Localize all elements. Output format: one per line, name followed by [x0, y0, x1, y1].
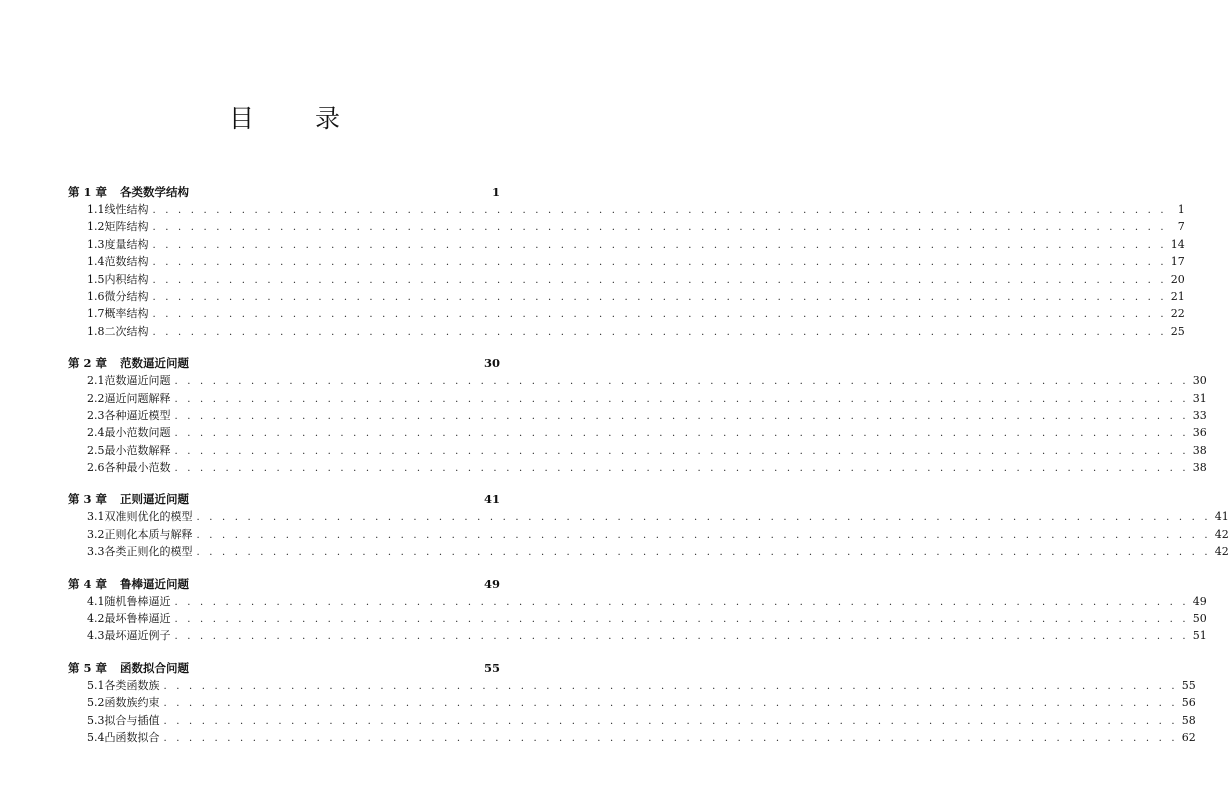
section-page-number: 25	[1170, 324, 1185, 338]
section-entry[interactable]	[68, 288, 1185, 305]
section-number: 1.3	[87, 237, 105, 251]
section-page-number: 49	[1192, 594, 1207, 608]
dot-leader: . . . . . . . . . . . . . . . . . . . . . . . . . . . . . . . . . . . . . . . . . . . . . . . . . . . . . . . . . . . . . . . . . . . . . . . . . . . . . . . .	[174, 410, 1189, 422]
section-title: 拟合与插值	[104, 713, 160, 727]
section-entry[interactable]	[68, 390, 1207, 407]
section-entry[interactable]	[68, 543, 1229, 560]
section-title: 内积结构	[104, 272, 149, 286]
section-page-number: 42	[1214, 545, 1229, 559]
chapter-entry[interactable]	[68, 490, 500, 508]
section-page-number: 1	[1177, 203, 1185, 216]
section-entry[interactable]	[68, 526, 1229, 543]
dot-leader: . . . . . . . . . . . . . . . . . . . . . . . . . . . . . . . . . . . . . . . . . . . . . . . . . . . . . . . . . . . . . . . . . . . . . . . . . . . . . . . .	[163, 680, 1178, 692]
section-number: 3.1	[87, 510, 105, 524]
chapter-entry[interactable]	[68, 575, 500, 593]
chapter-page-number: 55	[483, 660, 500, 675]
section-title: 各类正则化的模型	[104, 545, 193, 559]
section-number: 4.2	[87, 612, 105, 626]
section-title: 各类函数族	[104, 678, 160, 692]
section-number: 1.1	[87, 203, 105, 216]
section-page-number: 17	[1170, 255, 1185, 269]
chapter-title: 各类数学结构	[120, 185, 189, 199]
section-entry[interactable]	[68, 442, 1207, 459]
chapter-block	[68, 659, 1196, 747]
section-page-number: 41	[1214, 510, 1229, 524]
dot-leader: . . . . . . . . . . . . . . . . . . . . . . . . . . . . . . . . . . . . . . . . . . . . . . . . . . . . . . . . . . . . . . . . . . . . . . . . . . . . . . . .	[174, 596, 1189, 608]
dot-leader: . . . . . . . . . . . . . . . . . . . . . . . . . . . . . . . . . . . . . . . . . . . . . . . . . . . . . . . . . . . . . . . . . . . . . . . . . . . . . . . .	[174, 393, 1189, 405]
section-entry[interactable]	[68, 712, 1196, 729]
section-title: 概率结构	[104, 307, 149, 321]
section-number: 5.1	[87, 678, 105, 692]
section-entry[interactable]	[68, 677, 1196, 694]
dot-leader: . . . . . . . . . . . . . . . . . . . . . . . . . . . . . . . . . . . . . . . . . . . . . . . . . . . . . . . . . . . . . . . . . . . . . . . . . . . . . . . .	[152, 205, 1167, 216]
section-page-number: 31	[1192, 391, 1207, 405]
section-title: 最小范数解释	[104, 443, 171, 457]
dot-leader: . . . . . . . . . . . . . . . . . . . . . . . . . . . . . . . . . . . . . . . . . . . . . . . . . . . . . . . . . . . . . . . . . . . . . . . . . . . . . . . .	[163, 715, 1178, 727]
section-entry[interactable]	[68, 236, 1185, 253]
dot-leader: . . . . . . . . . . . . . . . . . . . . . . . . . . . . . . . . . . . . . . . . . . . . . . . . . . . . . . . . . . . . . . . . . . . . . . . . . . . . . . . .	[152, 239, 1167, 251]
section-number: 2.4	[87, 426, 105, 440]
section-entry[interactable]	[68, 201, 1185, 218]
chapter-block	[68, 183, 1185, 340]
chapter-number: 第 4 章	[68, 576, 108, 591]
section-title: 最坏逼近例子	[104, 629, 171, 643]
section-number: 4.1	[87, 594, 105, 608]
section-entry[interactable]	[68, 407, 1207, 424]
section-number: 1.5	[87, 272, 105, 286]
section-title: 最小范数问题	[104, 426, 171, 440]
section-number: 1.6	[87, 289, 105, 303]
section-page-number: 51	[1192, 629, 1207, 643]
section-number: 1.7	[87, 307, 105, 321]
section-entry[interactable]	[68, 218, 1185, 235]
chapter-entry[interactable]	[68, 183, 500, 201]
section-number: 1.2	[87, 220, 105, 234]
dot-leader: . . . . . . . . . . . . . . . . . . . . . . . . . . . . . . . . . . . . . . . . . . . . . . . . . . . . . . . . . . . . . . . . . . . . . . . . . . . . . . . .	[196, 529, 1211, 541]
section-page-number: 7	[1177, 220, 1185, 234]
section-number: 1.8	[87, 324, 105, 338]
section-title: 各种最小范数	[104, 461, 171, 475]
section-title: 矩阵结构	[104, 220, 149, 234]
section-title: 凸函数拟合	[104, 730, 160, 744]
chapter-page-number: 41	[483, 492, 500, 507]
chapter-title: 正则逼近问题	[120, 492, 189, 507]
dot-leader: . . . . . . . . . . . . . . . . . . . . . . . . . . . . . . . . . . . . . . . . . . . . . . . . . . . . . . . . . . . . . . . . . . . . . . . . . . . . . . . .	[163, 732, 1178, 744]
dot-leader: . . . . . . . . . . . . . . . . . . . . . . . . . . . . . . . . . . . . . . . . . . . . . . . . . . . . . . . . . . . . . . . . . . . . . . . . . . . . . . . .	[163, 698, 1178, 710]
section-page-number: 42	[1214, 527, 1229, 541]
section-title: 二次结构	[104, 324, 149, 338]
section-title: 各种逼近模型	[104, 408, 171, 422]
section-number: 2.5	[87, 443, 105, 457]
dot-leader: . . . . . . . . . . . . . . . . . . . . . . . . . . . . . . . . . . . . . . . . . . . . . . . . . . . . . . . . . . . . . . . . . . . . . . . . . . . . . . . .	[152, 222, 1167, 234]
section-title: 最坏鲁棒逼近	[104, 612, 171, 626]
section-number: 2.1	[87, 374, 105, 388]
section-title: 函数族约束	[104, 696, 160, 710]
dot-leader: . . . . . . . . . . . . . . . . . . . . . . . . . . . . . . . . . . . . . . . . . . . . . . . . . . . . . . . . . . . . . . . . . . . . . . . . . . . . . . . .	[174, 463, 1189, 475]
chapter-block	[68, 575, 1207, 645]
section-entry[interactable]	[68, 253, 1185, 270]
section-title: 线性结构	[104, 203, 149, 216]
dot-leader: . . . . . . . . . . . . . . . . . . . . . . . . . . . . . . . . . . . . . . . . . . . . . . . . . . . . . . . . . . . . . . . . . . . . . . . . . . . . . . . .	[174, 376, 1189, 388]
section-number: 2.6	[87, 461, 105, 475]
chapter-number: 第 2 章	[68, 356, 108, 371]
section-number: 5.3	[87, 713, 105, 727]
section-page-number: 33	[1192, 408, 1207, 422]
section-page-number: 56	[1181, 696, 1196, 710]
section-page-number: 62	[1181, 730, 1196, 744]
chapter-page-number: 1	[491, 185, 500, 199]
section-page-number: 50	[1192, 612, 1207, 626]
dot-leader: . . . . . . . . . . . . . . . . . . . . . . . . . . . . . . . . . . . . . . . . . . . . . . . . . . . . . . . . . . . . . . . . . . . . . . . . . . . . . . . .	[196, 547, 1211, 559]
section-title: 双准则优化的模型	[104, 510, 193, 524]
section-page-number: 22	[1170, 307, 1185, 321]
section-number: 2.2	[87, 391, 105, 405]
dot-leader: . . . . . . . . . . . . . . . . . . . . . . . . . . . . . . . . . . . . . . . . . . . . . . . . . . . . . . . . . . . . . . . . . . . . . . . . . . . . . . . .	[152, 326, 1167, 338]
chapter-title: 函数拟合问题	[120, 660, 189, 675]
section-entry[interactable]	[68, 627, 1207, 644]
table-of-contents	[68, 183, 1229, 760]
dot-leader: . . . . . . . . . . . . . . . . . . . . . . . . . . . . . . . . . . . . . . . . . . . . . . . . . . . . . . . . . . . . . . . . . . . . . . . . . . . . . . . .	[174, 428, 1189, 440]
section-title: 微分结构	[104, 289, 149, 303]
section-entry[interactable]	[68, 372, 1207, 389]
chapter-block	[68, 354, 1207, 476]
dot-leader: . . . . . . . . . . . . . . . . . . . . . . . . . . . . . . . . . . . . . . . . . . . . . . . . . . . . . . . . . . . . . . . . . . . . . . . . . . . . . . . .	[152, 291, 1167, 303]
section-entry[interactable]	[68, 694, 1196, 711]
section-entry[interactable]	[68, 508, 1229, 525]
chapter-entry[interactable]	[68, 659, 500, 677]
section-page-number: 20	[1170, 272, 1185, 286]
chapter-title: 鲁棒逼近问题	[120, 576, 189, 591]
page-title: 目 录	[228, 104, 358, 133]
dot-leader: . . . . . . . . . . . . . . . . . . . . . . . . . . . . . . . . . . . . . . . . . . . . . . . . . . . . . . . . . . . . . . . . . . . . . . . . . . . . . . . .	[174, 631, 1189, 643]
section-entry[interactable]	[68, 729, 1196, 746]
section-entry[interactable]	[68, 459, 1207, 476]
section-number: 1.4	[87, 255, 105, 269]
chapter-number: 第 1 章	[68, 185, 108, 199]
dot-leader: . . . . . . . . . . . . . . . . . . . . . . . . . . . . . . . . . . . . . . . . . . . . . . . . . . . . . . . . . . . . . . . . . . . . . . . . . . . . . . . .	[152, 274, 1167, 286]
chapter-entry[interactable]	[68, 354, 500, 372]
dot-leader: . . . . . . . . . . . . . . . . . . . . . . . . . . . . . . . . . . . . . . . . . . . . . . . . . . . . . . . . . . . . . . . . . . . . . . . . . . . . . . . .	[152, 257, 1167, 269]
section-page-number: 58	[1181, 713, 1196, 727]
section-entry[interactable]	[68, 610, 1207, 627]
dot-leader: . . . . . . . . . . . . . . . . . . . . . . . . . . . . . . . . . . . . . . . . . . . . . . . . . . . . . . . . . . . . . . . . . . . . . . . . . . . . . . . .	[174, 614, 1189, 626]
chapter-title: 范数逼近问题	[120, 356, 189, 371]
section-page-number: 36	[1192, 426, 1207, 440]
chapter-number: 第 3 章	[68, 492, 108, 507]
chapter-page-number: 30	[483, 356, 500, 371]
section-number: 3.3	[87, 545, 105, 559]
section-number: 5.4	[87, 730, 105, 744]
section-title: 正则化本质与解释	[104, 527, 193, 541]
section-title: 范数逼近问题	[104, 374, 171, 388]
section-number: 2.3	[87, 408, 105, 422]
section-page-number: 30	[1192, 374, 1207, 388]
section-title: 随机鲁棒逼近	[104, 594, 171, 608]
section-entry[interactable]	[68, 305, 1185, 322]
section-entry[interactable]	[68, 323, 1185, 340]
section-page-number: 55	[1181, 678, 1196, 692]
chapter-block	[68, 490, 1229, 560]
chapter-page-number: 49	[483, 576, 500, 591]
dot-leader: . . . . . . . . . . . . . . . . . . . . . . . . . . . . . . . . . . . . . . . . . . . . . . . . . . . . . . . . . . . . . . . . . . . . . . . . . . . . . . . .	[196, 512, 1211, 524]
section-title: 逼近问题解释	[104, 391, 171, 405]
section-number: 4.3	[87, 629, 105, 643]
section-number: 3.2	[87, 527, 105, 541]
section-entry[interactable]	[68, 424, 1207, 441]
dot-leader: . . . . . . . . . . . . . . . . . . . . . . . . . . . . . . . . . . . . . . . . . . . . . . . . . . . . . . . . . . . . . . . . . . . . . . . . . . . . . . . .	[152, 309, 1167, 321]
section-page-number: 14	[1170, 237, 1185, 251]
dot-leader: . . . . . . . . . . . . . . . . . . . . . . . . . . . . . . . . . . . . . . . . . . . . . . . . . . . . . . . . . . . . . . . . . . . . . . . . . . . . . . . .	[174, 445, 1189, 457]
section-number: 5.2	[87, 696, 105, 710]
section-page-number: 38	[1192, 443, 1207, 457]
section-title: 度量结构	[104, 237, 149, 251]
chapter-number: 第 5 章	[68, 660, 108, 675]
section-entry[interactable]	[68, 593, 1207, 610]
section-title: 范数结构	[104, 255, 149, 269]
section-entry[interactable]	[68, 271, 1185, 288]
section-page-number: 21	[1170, 289, 1185, 303]
section-page-number: 38	[1192, 461, 1207, 475]
